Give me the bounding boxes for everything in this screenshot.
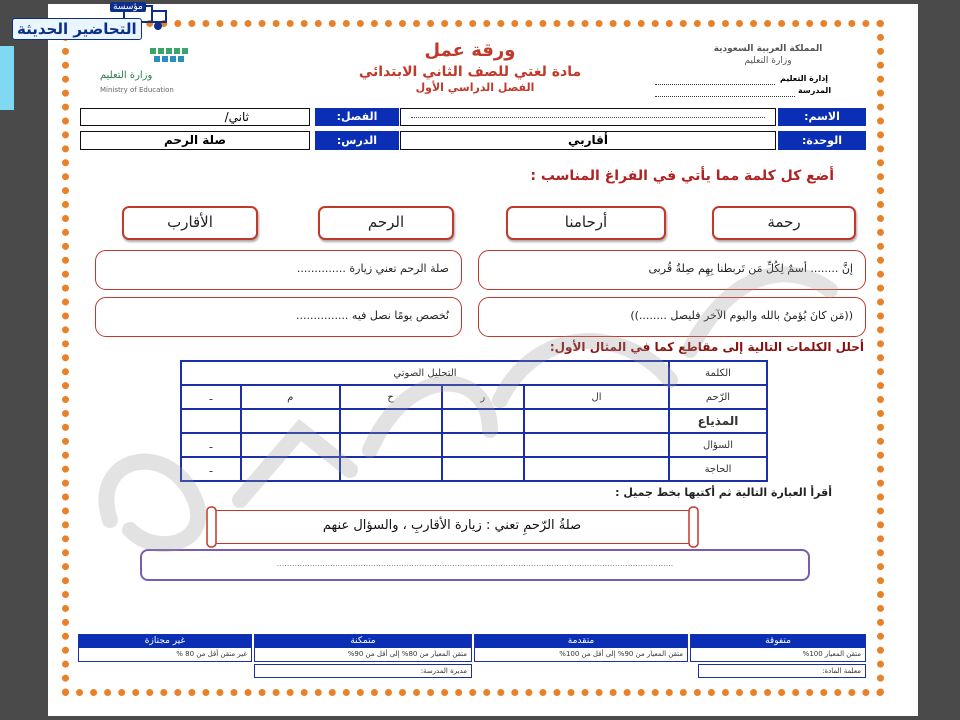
ministry-name-en: Ministry of Education [100,86,174,94]
row-word: الرّحم [669,385,767,409]
ministry-name: وزارة التعليم [100,70,153,81]
col-analysis-header: التحليل الصوتي [181,361,669,385]
word-box: رحمة [712,206,856,240]
row-cell: ر [442,385,524,409]
level-cell [78,634,252,662]
row-cell[interactable] [524,409,669,433]
principal-signature: مديرة المدرسة: [254,664,472,678]
row-cell[interactable] [442,433,524,457]
admin-label: إدارة التعليم [780,74,829,83]
row-cell[interactable] [241,457,340,481]
analysis-table [180,360,768,482]
level-head: غير مجتازة [79,635,251,648]
unit-field: أقاربي [400,131,776,150]
row-cell[interactable] [340,409,442,433]
table-row [181,457,767,481]
admin-line [655,84,775,85]
semester-line: الفصل الدراسي الأول [415,81,535,94]
row-cell: ال [524,385,669,409]
table-row [181,409,767,433]
lesson-label: الدرس: [315,131,399,150]
teacher-signature: معلمة المادة: [698,664,866,678]
school-label: المدرسة [798,86,832,95]
table-row [181,385,767,409]
name-field[interactable] [400,108,776,126]
sentence-box: إنَّ ........ أسمٌ لِكُلِّ مَن تَربطنا بِهِم صِلةُ قُربى [478,250,866,290]
level-cell [474,634,688,662]
row-cell[interactable] [241,409,340,433]
row-cell: ـ [181,385,241,409]
level-desc: متقن المعيار 100% [802,650,861,658]
col-word-header: الكلمة [669,361,767,385]
row-word: الحاجة [669,457,767,481]
q1-instruction: أضع كل كلمة مما يأتي في الفراغ المناسب : [530,168,834,184]
level-head: متمكنة [255,635,471,648]
level-desc: غير متقن أقل من 80 % [176,650,247,658]
class-label: الفصل: [315,108,399,126]
row-cell[interactable] [442,409,524,433]
publisher-name: التحاضير الحديثة [12,18,142,40]
row-cell[interactable] [340,457,442,481]
row-cell[interactable] [340,433,442,457]
level-head: متفوقة [691,635,865,648]
row-cell[interactable]: ـ [181,457,241,481]
q2-instruction: أحلل الكلمات التالية إلى مقاطع كما في المثال الأول: [549,340,864,354]
word-box: الرحم [318,206,454,240]
ministry-logo-icon [148,46,208,70]
sentence-box: ((مَن كانَ يُؤمنُ بالله واليوم الآخر فليصل ........)) [478,297,866,337]
table-header-row [181,361,767,385]
writing-dots: ............................................................................................................................................................ [276,559,674,568]
lesson-field: صلة الرحم [80,131,310,150]
page-title: ورقة عمل [424,40,516,61]
word-box: الأقارب [122,206,258,240]
row-cell[interactable] [241,433,340,457]
publisher-logo [0,0,185,48]
phrase-scroll [210,510,694,544]
row-cell[interactable] [524,433,669,457]
q3-instruction: أقرأ العبارة التالية ثم أكتبها بخط جميل : [615,486,832,499]
scroll-end-icon [688,506,700,550]
row-cell[interactable] [442,457,524,481]
word-box: أرحامنا [506,206,666,240]
level-head: متقدمة [475,635,687,648]
name-label: الاسم: [778,108,866,126]
level-desc: متقن المعيار من 80% إلى أقل من 90% [347,650,467,658]
subject-line: مادة لغتي للصف الثاني الابتدائي [358,64,582,80]
level-desc: متقن المعيار من 90% إلى أقل من 100% [559,650,683,658]
publisher-tag: مؤسسة [110,2,146,12]
kingdom-name: المملكة العربية السعودية [713,44,823,54]
level-cell [690,634,866,662]
sentence-box: صلة الرحم تعني زيارة .............. [95,250,462,290]
slide-edge-decoration [0,46,14,110]
scroll-end-icon [206,506,218,550]
writing-box[interactable] [140,549,810,581]
class-field[interactable]: ثاني/ [80,108,310,126]
name-field-dots [411,117,765,118]
unit-label: الوحدة: [778,131,866,150]
ministry-small: وزارة التعليم [744,56,792,66]
level-cell [254,634,472,662]
row-word: المذياع [669,409,767,433]
row-cell: م [241,385,340,409]
row-cell[interactable] [181,409,241,433]
row-cell[interactable]: ـ [181,433,241,457]
sentence-box: نُخصص يومًا نصل فيه ............... [95,297,462,337]
rating-footer [78,634,866,680]
row-cell: ح [340,385,442,409]
row-word: السؤال [669,433,767,457]
school-line [655,96,795,97]
row-cell[interactable] [524,457,669,481]
phrase-text: صلةُ الرّحمِ تعني : زيارة الأقاربِ ، والسؤال عنهم [322,518,582,533]
table-row [181,433,767,457]
